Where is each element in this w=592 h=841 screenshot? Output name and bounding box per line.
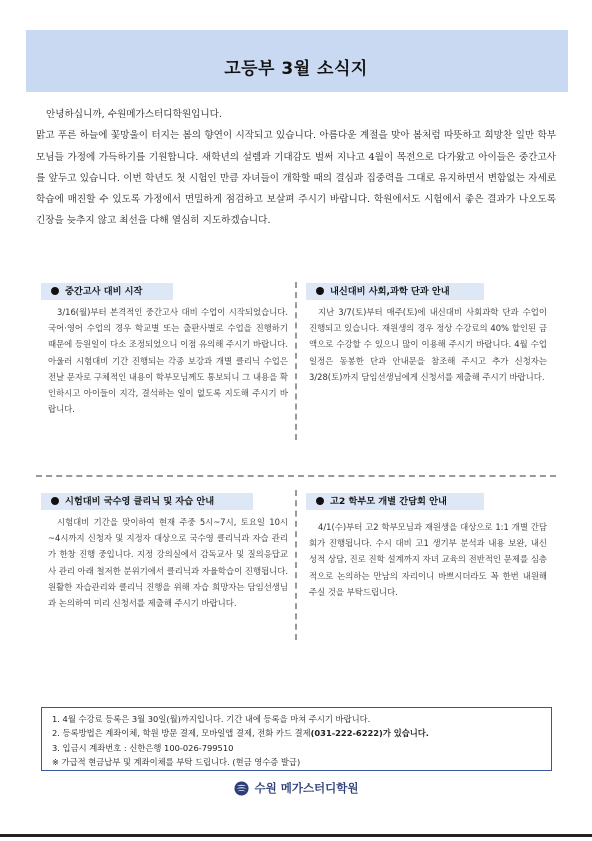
intro-text (36, 104, 556, 232)
notice-line-4: ※ 가급적 현금납부 및 계좌이체를 부탁 드립니다. (현금 영수증 발급) (52, 757, 301, 768)
notice-line-2: 2. 등록방법은 계좌이체, 학원 방문 결제, 모바일앱 결제, 전화 카드 결제(031-222-6222)가 있습니다. (52, 728, 429, 739)
globe-logo-icon (234, 781, 249, 796)
bullet-dot-icon (316, 497, 324, 505)
bullet-dot-icon (51, 497, 59, 505)
intro-body: 맑고 푸른 하늘에 꽃망울이 터지는 봄의 향연이 시작되고 있습니다. 아름다운 계절을 맞아 봄처럼 따뜻하고 희망찬 일만 학부모님들 가정에 가득하기를 기원합니다. 새학년의 설렘과 기대감도 벌써 지나고 4월이 목전으로 다가왔고 아이들은 중간고사를 앞두고 있습니다. 이번 학년도 첫 시험인 만큼 자녀들이 개학할 때의 결심과 집중력을 그대로 유지하면서 변함없는 자세로 학습에 매진할 수 있도록 가정에서 면밀하게 점검하고 보살펴 주시기 바랍니다. 학원에서도 시험에서 좋은 결과가 나오도록 긴장을 늦추지 않고 최선을 다해 열심히 지도하겠습니다. (36, 130, 556, 227)
section-heading-parent-meeting: 고2 학부모 개별 간담회 안내 (306, 493, 484, 510)
bullet-dot-icon (316, 287, 324, 295)
section-heading-social-science: 내신대비 사회,과학 단과 안내 (306, 283, 484, 300)
section-body-clinic: 시험대비 기간을 맞이하여 현재 주중 5시~7시, 토요일 10시~4시까지 신청자 및 지정자 대상으로 국수영 클리닉과 자습 관리가 한창 진행 중입니다. 지정 강의실에서 감독교사 및 질의응답교사 관리 아래 철저한 분위기에서 클리닉과 자율학습이 진행됩니다. 원활한 자습관리와 클리닉 진행을 위해 자습 희망자는 담임선생님과 논의하여 미리 신청서를 제출해 주시기 바랍니다. (48, 517, 288, 609)
section-divider (36, 475, 556, 477)
intro-greeting: 안녕하십니까, 수원메가스터디학원입니다. (46, 109, 222, 120)
section-heading-midterm: 중간고사 대비 시작 (41, 283, 173, 300)
section-heading-clinic: 시험대비 국수영 클리닉 및 자습 안내 (41, 493, 253, 510)
column-divider-bottom (295, 490, 297, 640)
bullet-dot-icon (51, 287, 59, 295)
footer-logo-text: 수원 메가스터디학원 (254, 781, 359, 795)
notice-box (41, 707, 552, 771)
column-divider-top (295, 282, 297, 440)
section-body-parent-meeting: 4/1(수)부터 고2 학부모님과 재원생을 대상으로 1:1 개별 간담회가 진행됩니다. 수시 대비 고1 생기부 분석과 내용 보완, 내신 성적 상담, 진로 진학 설계까지 자녀 교육의 전반적인 문제를 심층적으로 논의하는 만남의 자리이니 바쁘시더라도 꼭 한번 내원해 주실 것을 부탁드립니다. (309, 522, 547, 597)
footer-logo (0, 780, 592, 800)
section-body-midterm: 3/16(월)부터 본격적인 중간고사 대비 수업이 시작되었습니다. 국어·영어 수업의 경우 학교별 또는 출판사별로 수업을 진행하기 때문에 등원일이 다소 조정되었으니 이점 유의해 주시기 바랍니다. 아울러 시험대비 기간 진행되는 각종 보강과 개별 클리닉 수업은 전날 문자로 구체적인 내용이 학부모님께도 통보되니 그 내용을 확인하시고 아이들이 지각, 결석하는 일이 없도록 지도해 주시기 바랍니다. (48, 307, 288, 415)
bottom-rule (0, 834, 592, 837)
section-body-social-science: 지난 3/7(토)부터 매주(토)에 내신대비 사회과학 단과 수업이 진행되고 있습니다. 재원생의 경우 정상 수강료의 40% 할인된 금액으로 수강할 수 있으니 많이 이용해 주시기 바랍니다. 4월 수업 일정은 동봉한 단과 안내문을 참조해 주시고 추가 신청자는 3/28(토)까지 담임선생님에게 신청서를 제출해 주시기 바랍니다. (309, 307, 547, 382)
notice-line-3: 3. 입금시 계좌번호 : 신한은행 100-026-799510 (52, 742, 234, 753)
notice-line-1: 1. 4월 수강료 등록은 3월 30일(월)까지입니다. 기간 내에 등록을 마쳐 주시기 바랍니다. (52, 714, 371, 724)
page-title: 고등부 3월 소식지 (224, 59, 368, 79)
notice-phone: (031-222-6222) (310, 728, 383, 739)
